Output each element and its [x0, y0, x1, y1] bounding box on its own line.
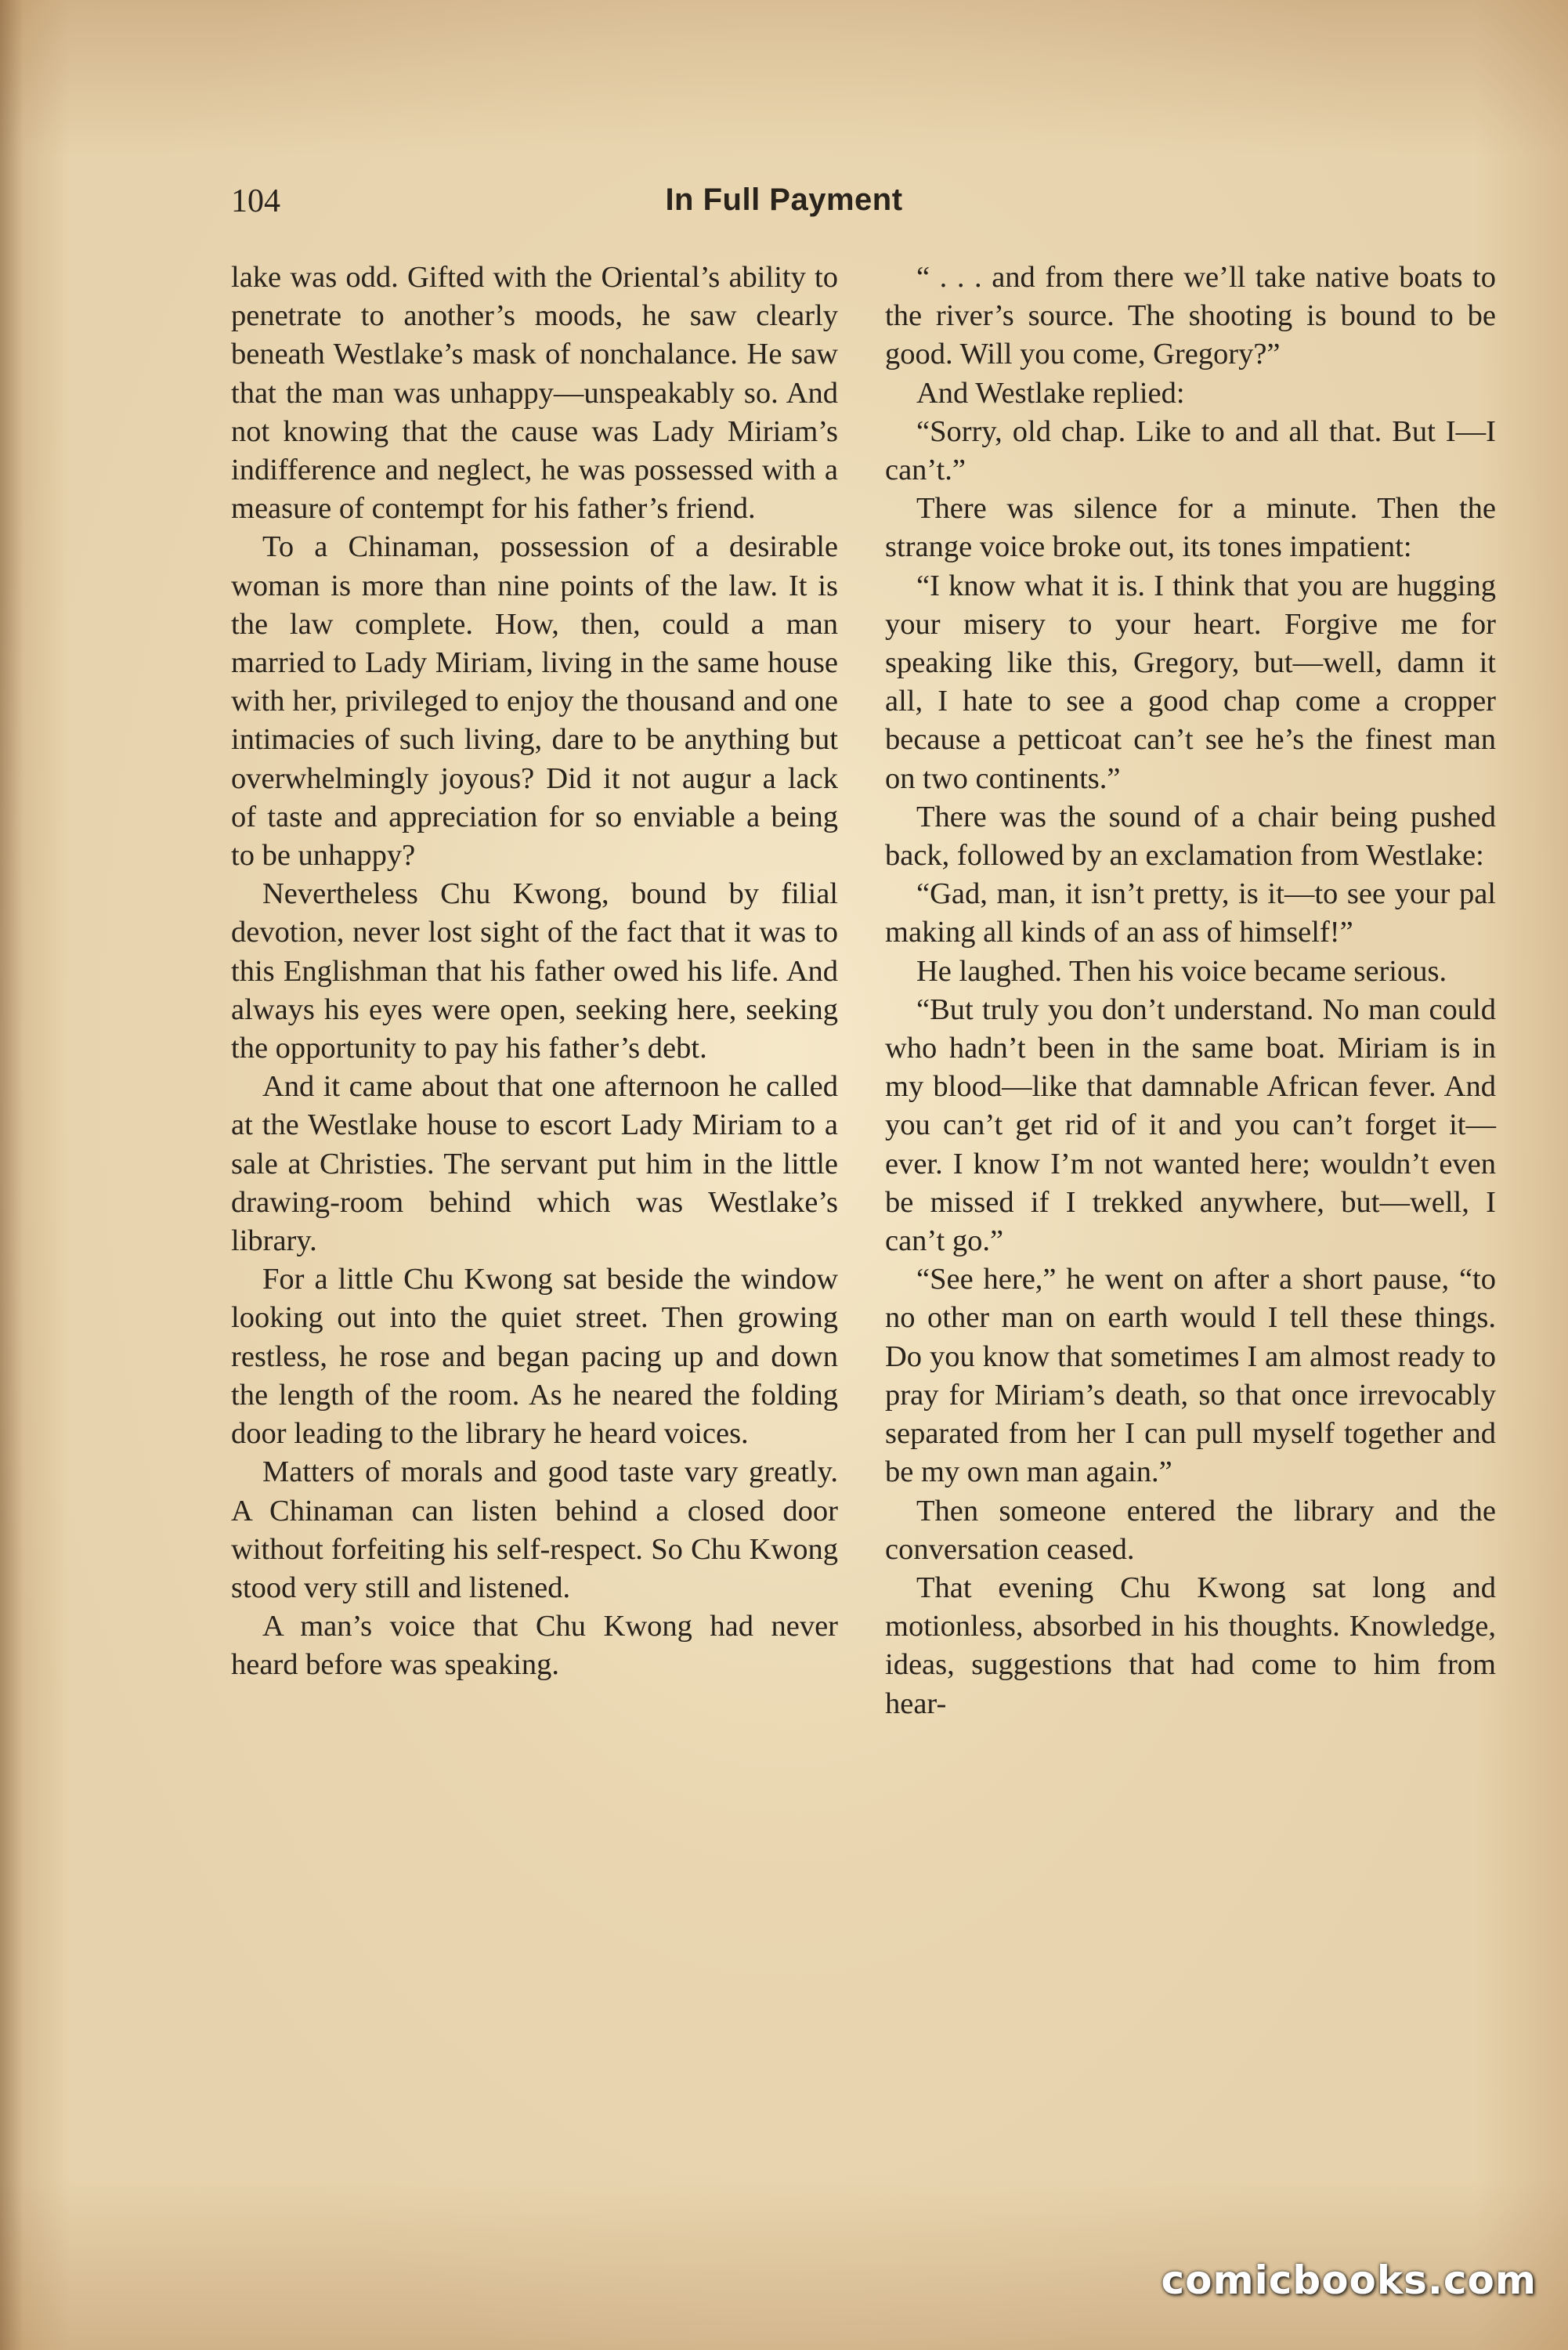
paragraph: “Gad, man, it isn’t pretty, is it—to see your pal making all kinds of an ass of himself!”	[885, 877, 1496, 949]
paragraph: “I know what it is. I think that you are hugging your misery to your heart. Forgive me for speaking like this, Gregory, but—well, damn it all, I hate to see a good chap come a cropper because a petticoat can’t see he’s the finest man on two continents.”	[885, 569, 1496, 795]
paragraph: To a Chinaman, possession of a desirable woman is more than nine points of the law. It is the law complete. How, then, could a man married to Lady Miriam, living in the same house with her, privileged to enjoy the thousand and one intimacies of such living, dare to be anything but overwhelmingly joyous? Did it not augur a lack of taste and appreciation for so enviable a being to be unhappy?	[231, 530, 838, 873]
paragraph: And Westlake replied:	[916, 376, 1185, 410]
paragraph: “See here,” he went on after a short pause, “to no other man on earth would I tell these things. Do you know that sometimes I am almost ready to pray for Miriam’s death, so that once irrevocably separated from her I can pull myself together and be my own man again.”	[885, 1263, 1496, 1489]
paragraph: lake was odd. Gifted with the Oriental’s ability to penetrate to another’s moods, he saw clearly beneath Westlake’s mask of nonchalance. He saw that the man was unhappy—unspeakably so. And not knowing that the cause was Lady Miriam’s indifference and neglect, he was possessed with a measure of contempt for his father’s friend.	[231, 261, 838, 526]
running-title: In Full Payment	[665, 183, 903, 217]
paragraph: For a little Chu Kwong sat beside the window looking out into the quiet street. Then growing restless, he rose and began pacing up and down the length of the room. As he neared the folding door leading to the library he heard voices.	[231, 1263, 838, 1451]
paragraph: A man’s voice that Chu Kwong had never heard before was speaking.	[231, 1610, 838, 1682]
paragraph: Nevertheless Chu Kwong, bound by filial devotion, never lost sight of the fact that it was to this Englishman that his father owed his life. And always his eyes were open, seeking here, seeking the opportunity to pay his father’s debt.	[231, 877, 838, 1065]
paragraph: He laughed. Then his voice became serious.	[916, 954, 1447, 988]
paragraph: And it came about that one afternoon he called at the Westlake house to escort Lady Miriam to a sale at Christies. The servant put him in the little drawing-room behind which was Westlake’s library.	[231, 1070, 838, 1258]
left-column	[231, 258, 838, 1685]
paragraph: There was silence for a minute. Then the strange voice broke out, its tones impatient:	[885, 492, 1496, 564]
paragraph: “But truly you don’t understand. No man could who hadn’t been in the same boat. Miriam is in my blood—like that damnable African fever. And you can’t get rid of it and you can’t forget it—ever. I know I’m not wanted here; wouldn’t even be missed if I trekked anywhere, but—well, I can’t go.”	[885, 992, 1496, 1258]
paragraph: That evening Chu Kwong sat long and motionless, absorbed in his thoughts. Knowledge, ideas, suggestions that had come to him from hear-	[885, 1571, 1496, 1720]
paragraph: Matters of morals and good taste vary greatly. A Chinaman can listen behind a closed door without forfeiting his self-respect. So Chu Kwong stood very still and listened.	[231, 1455, 838, 1604]
paragraph: “ . . . and from there we’ll take native boats to the river’s source. The shooting is bound to be good. Will you come, Gregory?”	[885, 261, 1496, 371]
watermark: comicbooks.com	[1161, 2258, 1537, 2303]
paragraph: “Sorry, old chap. Like to and all that. But I—I can’t.”	[885, 414, 1496, 487]
paragraph: There was the sound of a chair being pushed back, followed by an exclamation from Westlake:	[885, 800, 1496, 873]
right-column	[885, 258, 1496, 1723]
paragraph: Then someone entered the library and the conversation ceased.	[885, 1494, 1496, 1566]
page-number: 104	[231, 183, 280, 219]
